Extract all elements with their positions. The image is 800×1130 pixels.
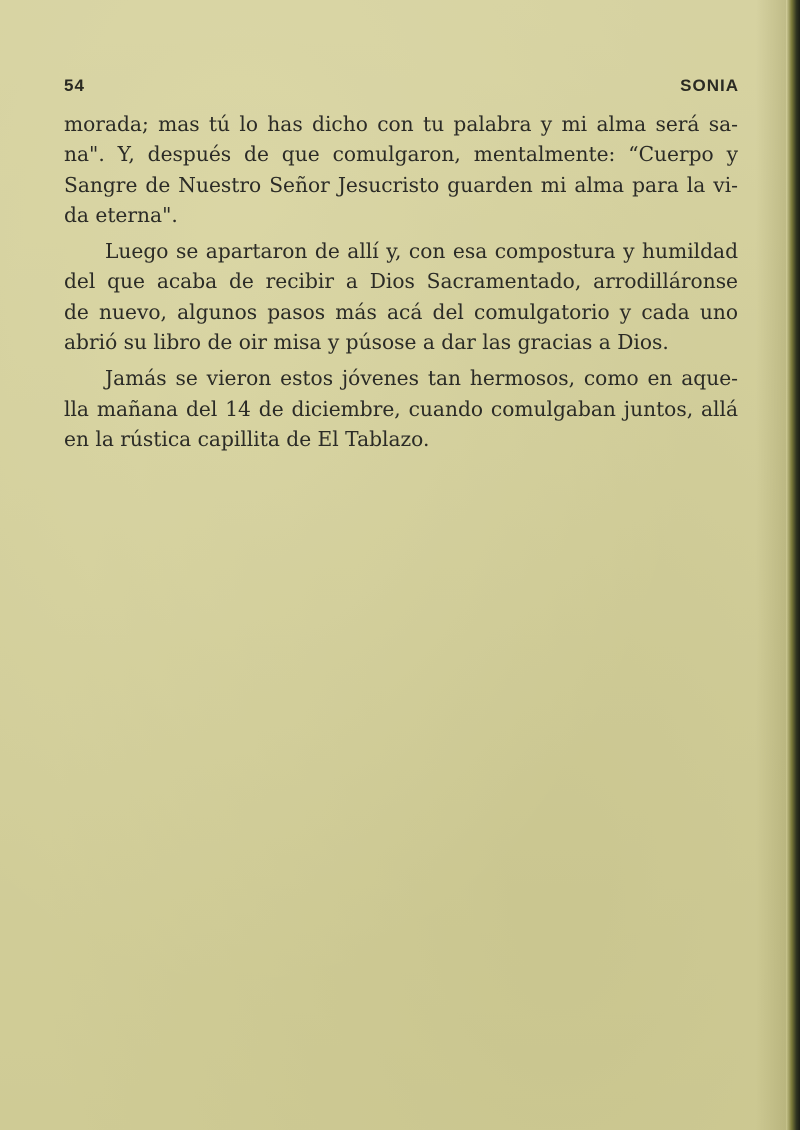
text-line: Jamás se vieron estos jóvenes tan hermosos, como en aque- [105,366,738,391]
body-text [64,109,738,454]
page-edge-shadow [756,0,786,1130]
text-line: del que acaba de recibir a Dios Sacramentado, arrodilláronse [64,269,738,294]
text-line: da eterna". [64,202,178,227]
text-line: de nuevo, algunos pasos más acá del comulgatorio y cada uno [64,299,738,324]
running-title: SONIA [680,76,739,95]
page-number: 54 [64,76,85,95]
text-line: morada; mas tú lo has dicho con tu palabra y mi alma será sa- [64,112,738,136]
text-line: Luego se apartaron de allí y, con esa compostura y humildad [105,239,738,264]
running-header [64,76,739,98]
text-line: en la rústica capillita de El Tablazo. [64,426,430,451]
text-line: na". Y, después de que comulgaron, mentalmente: “Cuerpo y [64,142,738,167]
book-spine-edge [786,0,800,1130]
text-line: lla mañana del 14 de diciembre, cuando comulgaban juntos, allá [64,396,738,421]
paragraph-2 [64,236,738,357]
text-line: Sangre de Nuestro Señor Jesucristo guarden mi alma para la vi- [64,172,738,197]
text-line: abrió su libro de oir misa y púsose a dar las gracias a Dios. [64,330,669,355]
paragraph-1 [64,109,738,230]
paragraph-3 [64,363,738,454]
